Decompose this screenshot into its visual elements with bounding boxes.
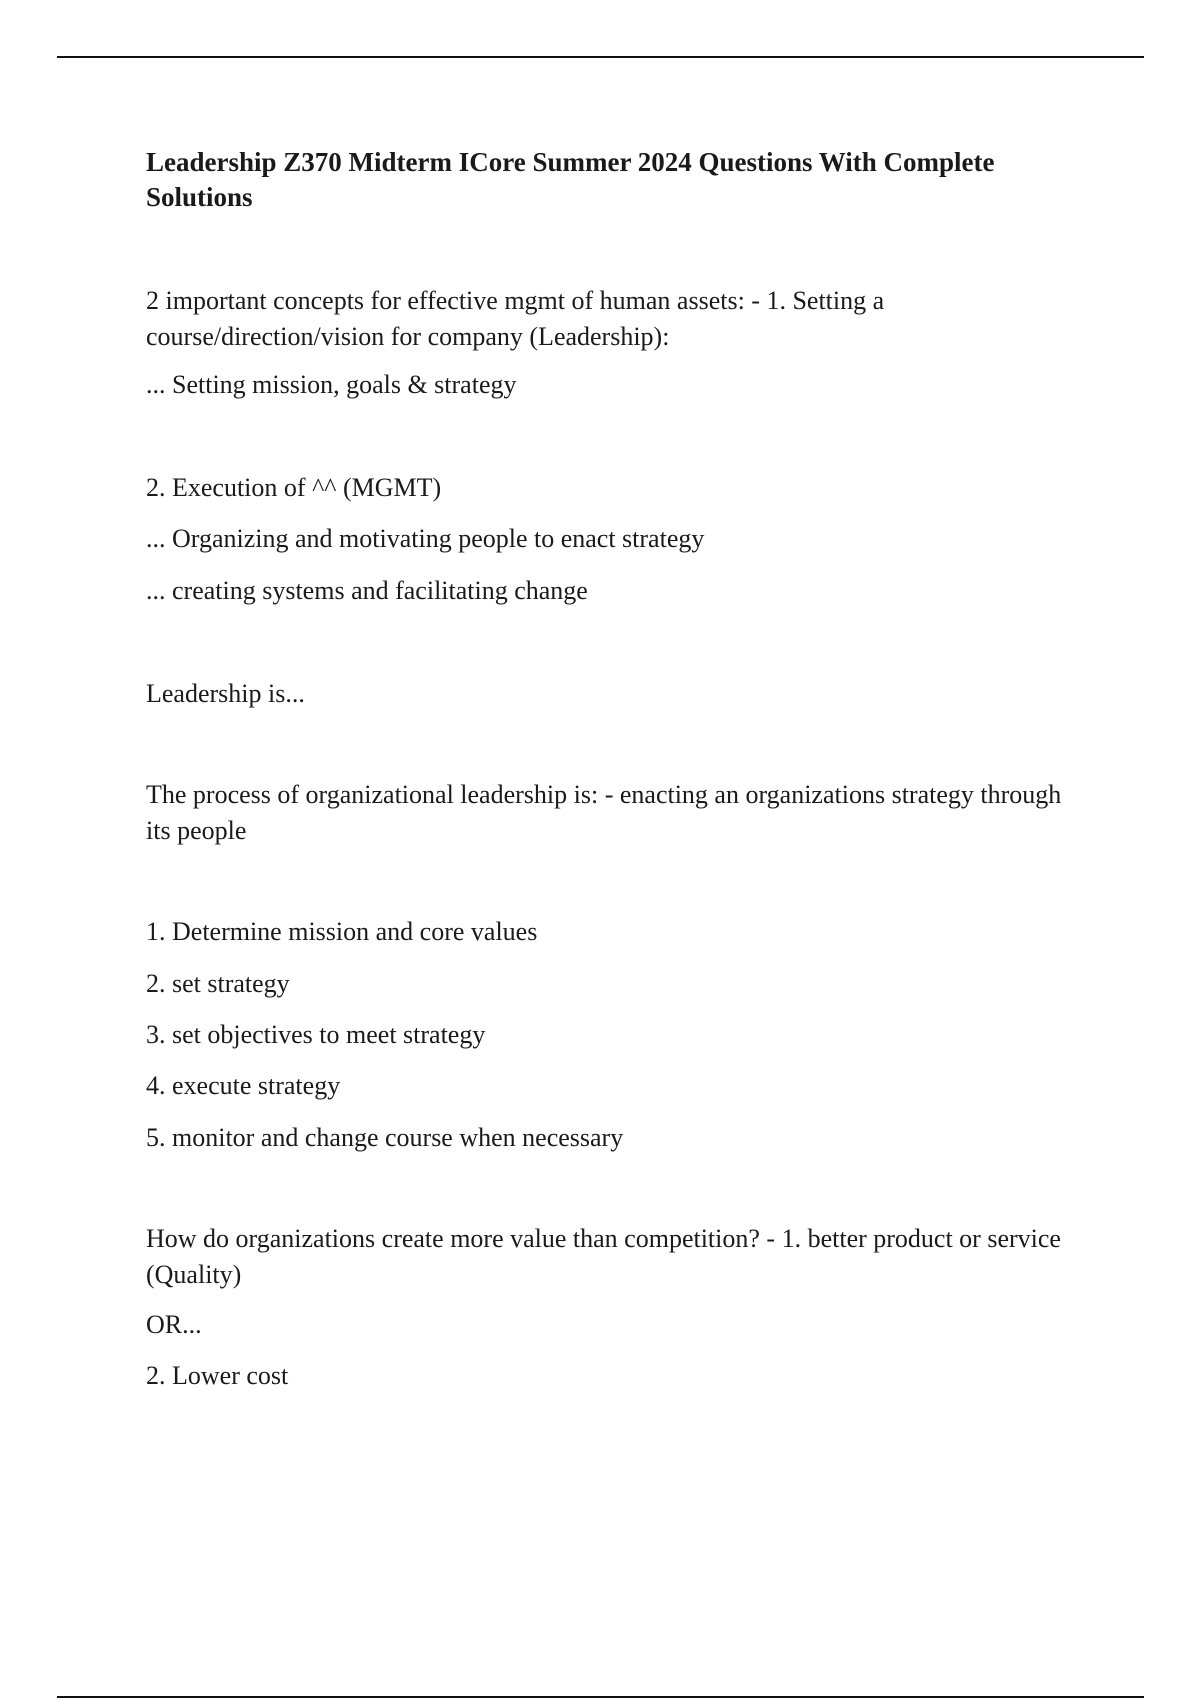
document-body xyxy=(146,145,1076,1394)
q1-line-1: ... Setting mission, goals & strategy xyxy=(146,370,517,399)
q3-text: The process of organizational leadership is: - enacting an organizations strategy through its people xyxy=(146,780,1062,845)
q3-step: 1. Determine mission and core values xyxy=(146,917,538,946)
q4-line-1: OR... xyxy=(146,1310,202,1339)
header-rule xyxy=(57,56,1144,58)
q1-line-3: ... Organizing and motivating people to enact strategy xyxy=(146,524,705,553)
q4-text: How do organizations create more value than competition? - 1. better product or service (Quality) xyxy=(146,1224,1061,1289)
q1-text: 2 important concepts for effective mgmt of human assets: - 1. Setting a course/direction/vision for company (Leadership): xyxy=(146,286,885,351)
document-title: Leadership Z370 Midterm ICore Summer 2024 Questions With Complete Solutions xyxy=(146,147,995,212)
q1-line-2: 2. Execution of ^^ (MGMT) xyxy=(146,473,442,502)
q3-step: 3. set objectives to meet strategy xyxy=(146,1020,486,1049)
q3-step: 2. set strategy xyxy=(146,969,290,998)
q4-line-2: 2. Lower cost xyxy=(146,1361,289,1390)
q2-text: Leadership is... xyxy=(146,679,305,708)
q3-step: 5. monitor and change course when necessary xyxy=(146,1123,624,1152)
q1-line-4: ... creating systems and facilitating change xyxy=(146,576,588,605)
footer-rule xyxy=(57,1696,1144,1698)
q3-step: 4. execute strategy xyxy=(146,1071,341,1100)
